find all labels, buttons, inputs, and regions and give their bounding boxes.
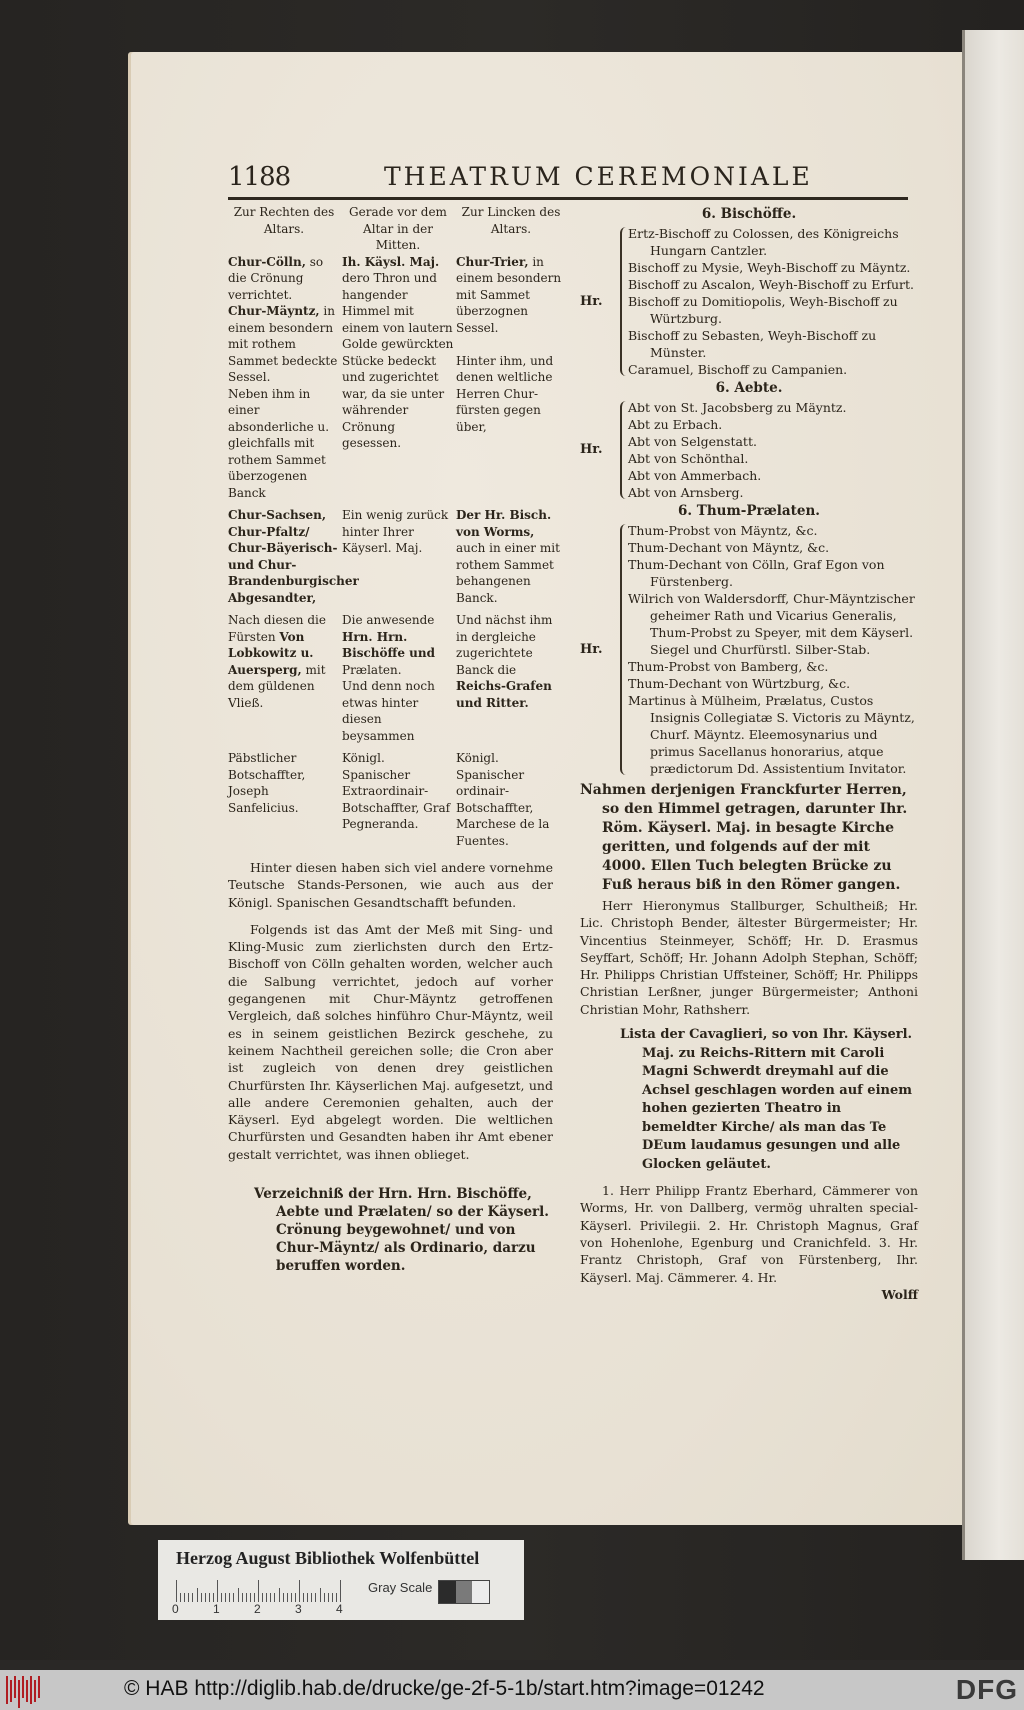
- table-cell: Chur-Sachsen, Chur-Pfaltz/ Chur-Bäyerisch- und Chur-Brandenburgischer Abgesandter,: [228, 508, 359, 605]
- table-header-right: Zur Rechten des Altars.: [233, 205, 335, 236]
- list-item: Abt von St. Jacobsberg zu Mäyntz.: [628, 400, 847, 415]
- gray-patch: [456, 1581, 473, 1603]
- section-heading-verzeichnis: Verzeichniß der Hrn. Hrn. Bischöffe, Aebte und Prælaten/ so der Käyserl. Crönung beygewohnet/ und von Chur-Mäyntz/ als Ordinario, darzu beruffen worden.: [254, 1186, 549, 1275]
- table-cell: Königl. Spanischer Extraordinair-Botschaffter, Graf Pegneranda.: [342, 751, 451, 831]
- footer-permalink[interactable]: © HAB http://diglib.hab.de/drucke/ge-2f-5-1b/start.htm?image=01242: [124, 1677, 765, 1700]
- list-item: Martinus à Mülheim, Prælatus, Custos Insignis Collegiatæ S. Victoris zu Mäyntz, Churf. Mäyntz. Eleemosynarius und primus Sacellanus honorarius, atque prædictorum Dd. Assistentium Invitator.: [628, 693, 915, 776]
- brace-icon: [620, 227, 628, 376]
- ruler-labels: [172, 1602, 372, 1618]
- list-item: Thum-Dechant von Mäyntz, &c.: [628, 540, 830, 555]
- frankfurt-heading: Nahmen derjenigen Franckfurter Herren, so den Himmel getragen, darunter Ihr. Röm. Käyserl. Maj. in besagte Kirche geritten, und folgends auf der mit 4000. Ellen Tuch belegten Brücke zu Fuß heraus biß in den Römer gangen.: [580, 782, 908, 893]
- abbots-list: [580, 399, 918, 501]
- bishops-list: [580, 225, 918, 378]
- header-rule: [228, 197, 908, 200]
- cavaglieri-heading: Lista der Cavaglieri, so von Ihr. Käyserl. Maj. zu Reichs-Rittern mit Caroli Magni Schwerdt dreymahl auf die Achsel geschlagen worden auf einem hohen gezierten Theatro in bemeldter Kirche/ als man das Te DEum laudamus gesungen und alle Glocken geläutet.: [620, 1027, 913, 1172]
- ruler-label: 2: [254, 1602, 261, 1616]
- table-cell: Päbstlicher Botschaffter, Joseph Sanfelicius.: [228, 751, 306, 815]
- facing-page-edge: [962, 30, 1024, 1560]
- prelates-title: 6. Thum-Prælaten.: [677, 503, 820, 519]
- seating-table: [228, 204, 562, 849]
- ruler-label: 0: [172, 1602, 179, 1616]
- library-name: Herzog August Bibliothek Wolfenbüttel: [176, 1548, 480, 1568]
- table-header-left: Zur Lincken des Altars.: [461, 205, 561, 236]
- paragraph-mass: Folgends ist das Amt der Meß mit Sing- und Kling-Music zum zierlichsten durch den Ertz-Bischoff von Cölln gehalten worden, welcher auch die Salbung verrichtet, jedoch auf vorher gegangenen mit Chur-Mäyntz getroffenen Vergleich, daß solches hinführo Chur-Mäyntz, weil es in seinem geistlichen Bezirck geschehe, zu keinem Nachtheil gereichen solle; die Cron aber ist zugleich von denen drey geistlichen Churfürsten Ihr. Käyserlichen Maj. aufgesetzt, und alle andere Ceremonien gehalten, auch der Käyserl. Eyd abgelegt worden. Die weltlichen Churfürsten und Gesandten haben ihr Amt ebener gestalt verrichtet, was ihnen oblieget.: [228, 921, 553, 1162]
- prelates-list: [580, 522, 918, 777]
- ruler-scale: [176, 1580, 344, 1602]
- page-number: 1188: [228, 162, 291, 192]
- grayscale-swatch: [438, 1580, 490, 1604]
- grayscale-label: Gray Scale: [368, 1580, 433, 1595]
- dfg-logo: DFG: [955, 1674, 1018, 1705]
- list-item: Thum-Dechant von Cölln, Graf Egon von Fürstenberg.: [628, 557, 885, 589]
- table-cell: Königl. Spanischer ordinair-Botschaffter, Marchese de la Fuentes.: [456, 751, 550, 848]
- frankfurt-names: Herr Hieronymus Stallburger, Schultheiß; Hr. Lic. Christoph Bender, ältester Bürgermeister; Hr. Vincentius Steinmeyer, Schöff; Hr. D. Erasmus Seyffart, Schöff; Hr. Johann Adolph Stephan, Schöff; Hr. Philipps Christian Uffsteiner, Schöff; Hr. Philipps Christian Lerßner, junger Bürgermeister; Anthoni Christian Mohr, Rathsherr.: [580, 898, 918, 1017]
- abbots-title: 6. Aebte.: [715, 380, 783, 396]
- table-cell: Und nächst ihm in dergleiche zugerichtete Banck die Reichs-Grafen und Ritter.: [456, 613, 553, 710]
- table-cell: Ih. Käysl. Maj. dero Thron und hangender Himmel mit einem von lautern Golde gewürckten Stücke bedeckt und zugerichtet war, da sie unter währender Crönung gesessen.: [342, 254, 454, 450]
- brace-prefix: Hr.: [580, 442, 603, 457]
- ruler-label: 1: [213, 1602, 220, 1616]
- ruler-label: 4: [336, 1602, 343, 1616]
- color-calibration-card: [158, 1540, 524, 1620]
- right-column: [580, 204, 918, 1303]
- list-item: Abt von Schönthal.: [628, 451, 749, 466]
- list-item: Ertz-Bischoff zu Colossen, des Königreichs Hungarn Cantzler.: [628, 226, 899, 258]
- brace-icon: [620, 401, 628, 499]
- ruler-label: 3: [295, 1602, 302, 1616]
- table-cell: Ein wenig zurück hinter Ihrer Käyserl. Maj.: [342, 508, 449, 555]
- page-header: [228, 160, 908, 196]
- hab-logo-icon: [6, 1676, 46, 1704]
- brace-icon: [620, 524, 628, 775]
- list-item: Abt von Ammerbach.: [628, 468, 762, 483]
- brace-prefix: Hr.: [580, 641, 603, 657]
- left-column: [228, 204, 562, 1275]
- catchword: Wolff: [881, 1286, 918, 1302]
- cavaglieri-list: 1. Herr Philipp Frantz Eberhard, Cämmerer von Worms, Hr. von Dallberg, vermög uhralten special-Käyserl. Privilegii. 2. Hr. Christoph Magnus, Graf von Hohenlohe, Egenburg und Cranichfeld. 3. Hr. Frantz Christoph, Graf von Fürstenberg, Ihr. Käyserl. Maj. Cämmerer. 4. Hr.: [580, 1183, 918, 1285]
- list-item: Caramuel, Bischoff zu Campanien.: [628, 362, 848, 377]
- list-item: Bischoff zu Ascalon, Weyh-Bischoff zu Erfurt.: [628, 277, 915, 292]
- table-cell: Nach diesen die Fürsten Von Lobkowitz u. Auersperg, mit dem güldenen Vließ.: [228, 613, 326, 710]
- list-item: Bischoff zu Domitiopolis, Weyh-Bischoff zu Würtzburg.: [628, 294, 898, 326]
- table-cell: Der Hr. Bisch. von Worms, auch in einer mit rothem Sammet behangenen Banck.: [456, 508, 560, 605]
- bishops-title: 6. Bischöffe.: [701, 206, 797, 222]
- table-cell: Chur-Trier, in einem besondern mit Sammet überzognen Sessel. Hinter ihm, und denen weltliche Herren Chur-fürsten gegen über,: [456, 254, 562, 434]
- table-header-center: Gerade vor dem Altar in der Mitten.: [349, 205, 447, 252]
- list-item: Abt von Selgenstatt.: [628, 434, 757, 449]
- footer-bar: [0, 1670, 1024, 1710]
- list-item: Thum-Dechant von Würtzburg, &c.: [628, 676, 851, 691]
- paragraph-behind: Hinter diesen haben sich viel andere vornehme Teutsche Stands-Personen, wie auch aus der Königl. Spanischen Gesandtschafft befunden.: [228, 860, 553, 910]
- gray-patch: [472, 1581, 489, 1603]
- list-item: Thum-Probst von Bamberg, &c.: [628, 659, 829, 674]
- list-item: Thum-Probst von Mäyntz, &c.: [628, 523, 818, 538]
- brace-prefix: Hr.: [580, 293, 603, 309]
- list-item: Wilrich von Waldersdorff, Chur-Mäyntzischer geheimer Rath und Vicarius Generalis, Thum-Probst zu Speyer, mit dem Käyserl. Siegel und Churfürstl. Silber-Stab.: [628, 591, 915, 657]
- table-cell: Chur-Cölln, so die Crönung verrichtet. Chur-Mäyntz, in einem besondern mit rothem Sammet bedeckte Sessel. Neben ihm in einer absonderliche u. gleichfalls mit rothem Sammet überzogenen Banck: [228, 254, 338, 500]
- list-item: Abt von Arnsberg.: [628, 485, 744, 500]
- table-cell: Die anwesende Hrn. Hrn. Bischöffe und Prælaten. Und denn noch etwas hinter diesen beysammen: [342, 613, 435, 743]
- list-item: Abt zu Erbach.: [628, 417, 723, 432]
- list-item: Bischoff zu Mysie, Weyh-Bischoff zu Mäyntz.: [628, 260, 911, 275]
- gray-patch: [439, 1581, 456, 1603]
- list-item: Bischoff zu Sebasten, Weyh-Bischoff zu Münster.: [628, 328, 877, 360]
- running-title: THEATRUM CEREMONIALE: [384, 162, 813, 191]
